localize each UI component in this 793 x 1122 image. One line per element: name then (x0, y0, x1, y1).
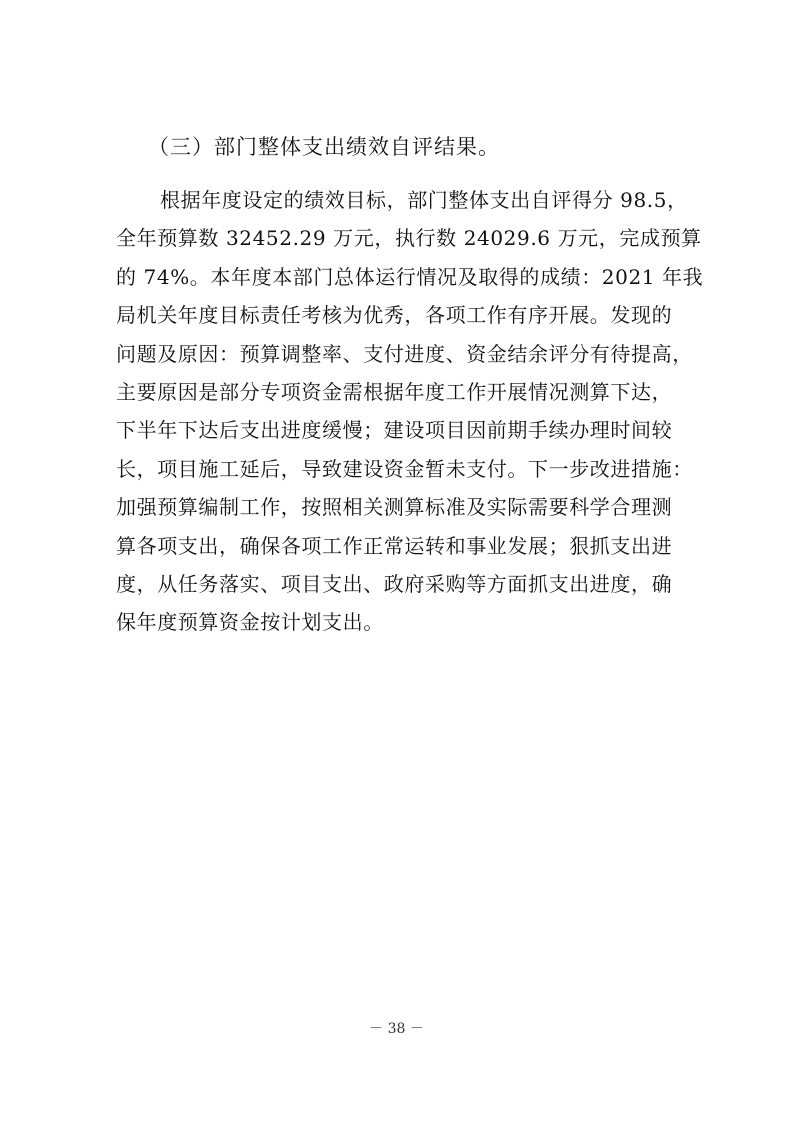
paragraph-line: 全年预算数 32452.29 万元，执行数 24029.6 万元，完成预算 (116, 226, 702, 251)
paragraph-line: 局机关年度目标责任考核为优秀，各项工作有序开展。发现的 (116, 303, 673, 328)
paragraph-line: 主要原因是部分专项资金需根据年度工作开展情况测算下达， (116, 379, 673, 404)
paragraph-line: 的 74%。本年度本部门总体运行情况及取得的成绩：2021 年我 (116, 264, 704, 289)
paragraph-line: 问题及原因：预算调整率、支付进度、资金结余评分有待提高， (116, 341, 693, 366)
paragraph-line: 保年度预算资金按计划支出。 (116, 610, 384, 635)
paragraph-line: 下半年下达后支出进度缓慢；建设项目因前期手续办理时间较 (116, 418, 673, 443)
paragraph-line: 长，项目施工延后，导致建设资金暂未支付。下一步改进措施： (116, 456, 693, 481)
paragraph-line: 加强预算编制工作，按照相关测算标准及实际需要科学合理测 (116, 495, 673, 520)
body-paragraph (116, 181, 704, 642)
paragraph-line: 根据年度设定的绩效目标，部门整体支出自评得分 98.5， (160, 188, 688, 212)
paragraph-line: 算各项支出，确保各项工作正常运转和事业发展；狠抓支出进 (116, 533, 673, 558)
section-heading: （三）部门整体支出绩效自评结果。 (148, 135, 500, 159)
page-number: － 38 － (369, 1021, 424, 1037)
paragraph-line: 度，从任务落实、项目支出、政府采购等方面抓支出进度，确 (116, 571, 673, 596)
